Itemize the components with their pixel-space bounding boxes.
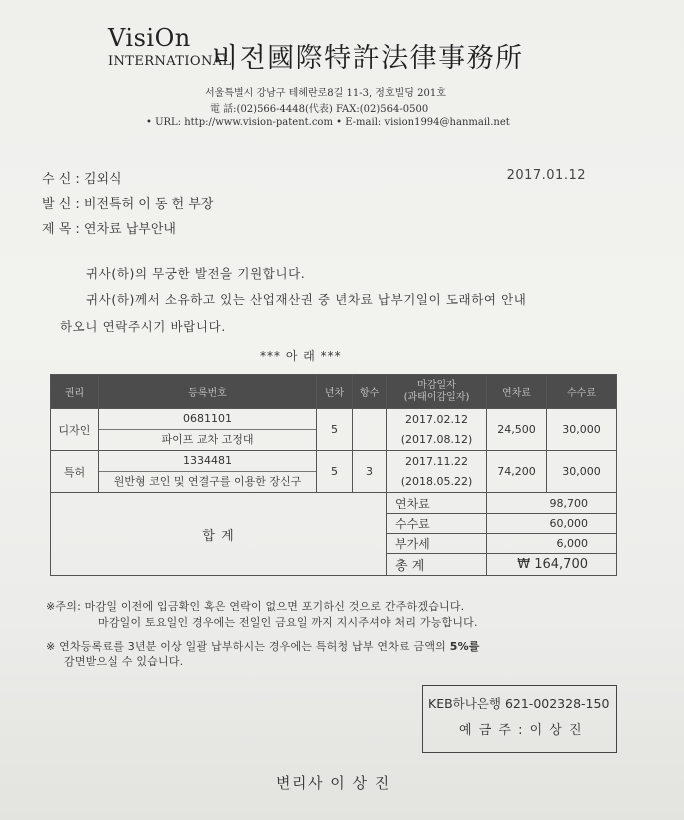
row-reg-cell: 1334481 원반형 코인 및 연결구를 이용한 장신구 xyxy=(99,451,317,493)
table-row xyxy=(51,409,617,451)
firm-phone-fax: 電 話:(02)566-4448(代表) FAX:(02)564-0500 xyxy=(210,104,429,115)
row-year: 5 xyxy=(317,451,353,493)
header-annuity: 연차료 xyxy=(487,375,547,409)
logo-main: VisiOn xyxy=(108,24,191,52)
body-line-3: 하오니 연락주시기 바랍니다. xyxy=(60,319,226,334)
row-year: 5 xyxy=(317,409,353,451)
recipient-line: 수 신 : 김외식 xyxy=(42,172,122,187)
table-row xyxy=(51,451,617,493)
row-deadline: 2017.11.22 (2018.05.22) xyxy=(387,451,487,493)
row-claims xyxy=(353,409,387,451)
header-deadline: 마감일자 (과태이감일자) xyxy=(387,375,487,409)
header-reg-no: 등록번호 xyxy=(99,375,317,409)
firm-url-email: • URL: http://www.vision-patent.com • E-mail: vision1994@hanmail.net xyxy=(146,117,510,128)
document-date: 2017.01.12 xyxy=(506,168,586,183)
summary-vat-label: 부가세 xyxy=(387,534,487,554)
table-header-row xyxy=(51,375,617,409)
account-holder: 예 금 주 : 이 상 진 xyxy=(459,723,584,738)
logo-subtitle: INTERNATIONAL xyxy=(108,54,232,69)
note-discount-line-1: ※ 연차등록료를 3년분 이상 일괄 납부하시는 경우에는 특허청 납부 연차료 금액의 5%를 xyxy=(46,640,480,653)
header-right: 권리 xyxy=(51,375,99,409)
header-claims: 항수 xyxy=(353,375,387,409)
summary-fee-value: 60,000 xyxy=(487,514,617,534)
row-claims: 3 xyxy=(353,451,387,493)
row-deadline: 2017.02.12 (2017.08.12) xyxy=(387,409,487,451)
body-line-1: 귀사(하)의 무궁한 발전을 기원합니다. xyxy=(86,266,306,281)
summary-annuity-label: 연차료 xyxy=(387,493,487,514)
sender-line: 발 신 : 비전특허 이 동 헌 부장 xyxy=(42,197,214,212)
row-annuity: 74,200 xyxy=(487,451,547,493)
note-caution-line-2: 마감일이 토요일인 경우에는 전일인 금요일 까지 지시주셔야 처리 가능합니다. xyxy=(98,616,478,629)
summary-vat-value: 6,000 xyxy=(487,534,617,554)
notice-title: *** 아 래 *** xyxy=(260,349,342,363)
firm-address: 서울특별시 강남구 테헤란로8길 11-3, 정호빌딩 201호 xyxy=(205,88,446,99)
row-right: 특허 xyxy=(51,451,99,493)
bank-account: KEB하나은행 621-002328-150 xyxy=(428,696,610,711)
row-right: 디자인 xyxy=(51,409,99,451)
row-fee: 30,000 xyxy=(547,409,617,451)
firm-name: 비전國際特許法律事務所 xyxy=(212,43,524,74)
row-reg-cell: 0681101 파이프 교차 고정대 xyxy=(99,409,317,451)
signature: 변리사 이 상 진 xyxy=(276,774,391,792)
row-fee: 30,000 xyxy=(547,451,617,493)
row-annuity: 24,500 xyxy=(487,409,547,451)
subject-line: 제 목 : 연차료 납부안내 xyxy=(42,222,176,237)
header-year: 년차 xyxy=(317,375,353,409)
body-line-2: 귀사(하)께서 소유하고 있는 산업재산권 중 년차료 납부기일이 도래하여 안내 xyxy=(86,292,527,307)
total-label: 총 계 xyxy=(387,554,487,576)
sum-label: 합 계 xyxy=(51,493,387,576)
note-discount-line-2: 감면받으실 수 있습니다. xyxy=(64,655,184,668)
header-fee: 수수료 xyxy=(547,375,617,409)
note-caution-line-1: ※주의: 마감일 이전에 입금확인 혹은 연락이 없으면 포기하신 것으로 간주하겠습니다. xyxy=(46,600,465,613)
fee-table xyxy=(50,374,617,576)
summary-annuity-value: 98,700 xyxy=(487,493,617,514)
summary-row xyxy=(51,493,617,514)
summary-fee-label: 수수료 xyxy=(387,514,487,534)
total-value: ₩ 164,700 xyxy=(487,554,617,576)
